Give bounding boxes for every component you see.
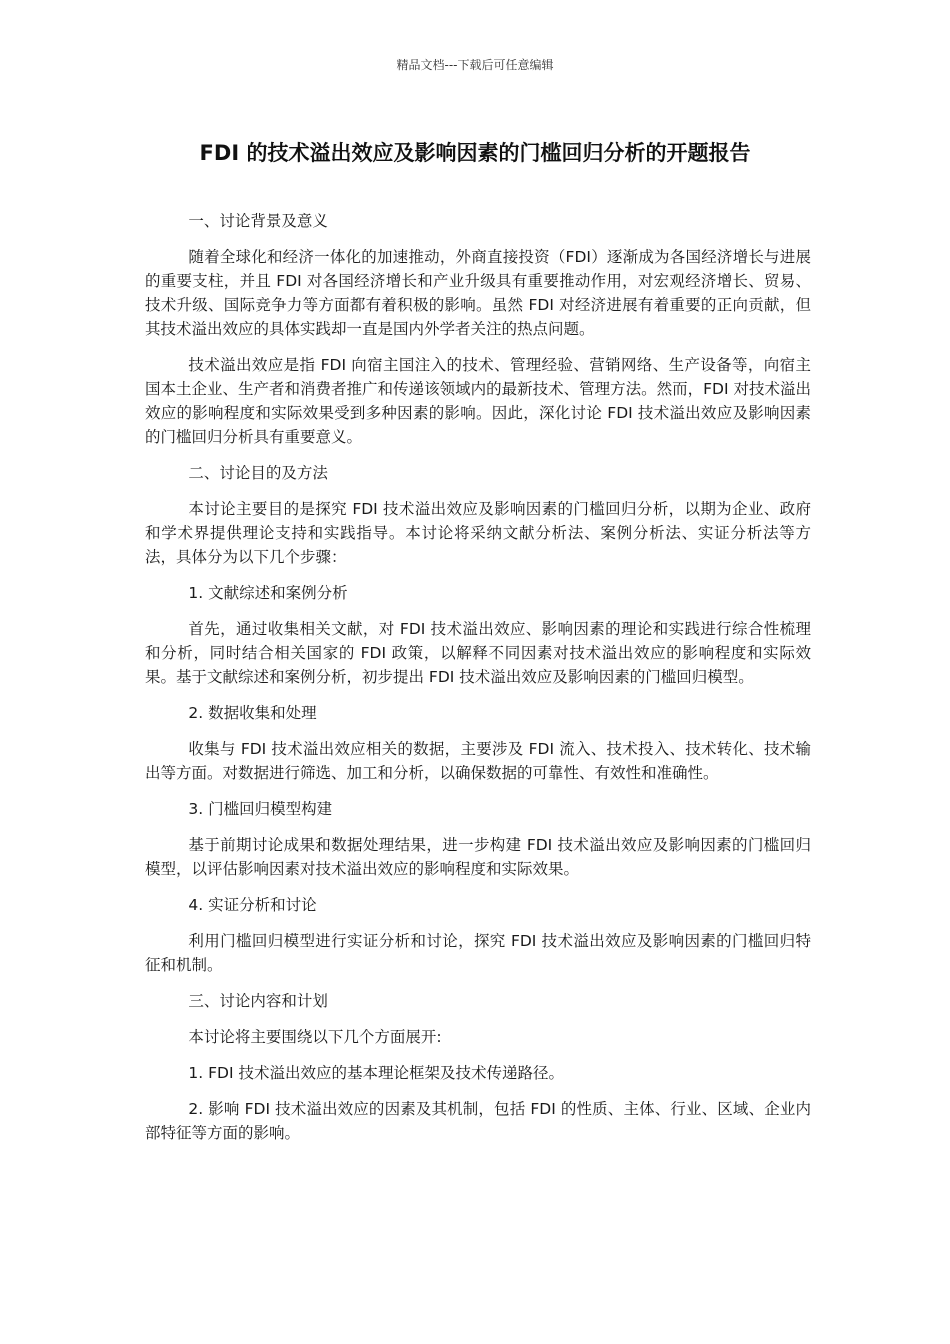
paragraph: 收集与 FDI 技术溢出效应相关的数据，主要涉及 FDI 流入、技术投入、技术转化、技术输出等方面。对数据进行筛选、加工和分析，以确保数据的可靠性、有效性和准确性。 bbox=[145, 740, 811, 782]
paragraph: 本讨论主要目的是探究 FDI 技术溢出效应及影响因素的门槛回归分析，以期为企业、政府和学术界提供理论支持和实践指导。本讨论将采纳文献分析法、案例分析法、实证分析法等方法，具体分为以下几个步骤： bbox=[145, 500, 811, 566]
step-heading-data: 2. 数据收集和处理 bbox=[188, 704, 317, 722]
paragraph: 技术溢出效应是指 FDI 向宿主国注入的技术、管理经验、营销网络、生产设备等，向宿主国本土企业、生产者和消费者推广和传递该领域内的最新技术、管理方法。然而，FDI 对技术溢出效应的影响程度和实际效果受到多种因素的影响。因此，深化讨论 FDI 技术溢出效应及影响因素的门槛回归分析具有重要意义。 bbox=[145, 356, 811, 446]
section-heading-content-plan: 三、讨论内容和计划 bbox=[188, 992, 328, 1010]
paragraph: 利用门槛回归模型进行实证分析和讨论，探究 FDI 技术溢出效应及影响因素的门槛回归特征和机制。 bbox=[145, 932, 811, 974]
document-title: FDI 的技术溢出效应及影响因素的门槛回归分析的开题报告 bbox=[199, 141, 751, 165]
section-heading-objectives: 二、讨论目的及方法 bbox=[188, 464, 328, 482]
step-heading-model: 3. 门槛回归模型构建 bbox=[188, 800, 333, 818]
paragraph: 随着全球化和经济一体化的加速推动，外商直接投资（FDI）逐渐成为各国经济增长与进展的重要支柱，并且 FDI 对各国经济增长和产业升级具有重要推动作用，对宏观经济增长、贸易、技术升级、国际竞争力等方面都有着积极的影响。虽然 FDI 对经济进展有着重要的正向贡献，但其技术溢出效应的具体实践却一直是国内外学者关注的热点问题。 bbox=[145, 248, 811, 338]
step-heading-literature: 1. 文献综述和案例分析 bbox=[188, 584, 348, 602]
paragraph: 基于前期讨论成果和数据处理结果，进一步构建 FDI 技术溢出效应及影响因素的门槛回归模型，以评估影响因素对技术溢出效应的影响程度和实际效果。 bbox=[145, 836, 811, 878]
list-item: 1. FDI 技术溢出效应的基本理论框架及技术传递路径。 bbox=[188, 1064, 564, 1082]
paragraph: 首先，通过收集相关文献，对 FDI 技术溢出效应、影响因素的理论和实践进行综合性梳理和分析，同时结合相关国家的 FDI 政策，以解释不同因素对技术溢出效应的影响程度和实际效果。基于文献综述和案例分析，初步提出 FDI 技术溢出效应及影响因素的门槛回归模型。 bbox=[145, 620, 811, 686]
step-heading-empirical: 4. 实证分析和讨论 bbox=[188, 896, 317, 914]
document-body bbox=[145, 209, 811, 1157]
paragraph: 本讨论将主要围绕以下几个方面展开: bbox=[188, 1028, 442, 1046]
page-header-note: 精品文档---下载后可任意编辑 bbox=[396, 58, 554, 72]
section-heading-background: 一、讨论背景及意义 bbox=[188, 212, 328, 230]
list-item: 2. 影响 FDI 技术溢出效应的因素及其机制，包括 FDI 的性质、主体、行业、区域、企业内部特征等方面的影响。 bbox=[145, 1100, 811, 1142]
